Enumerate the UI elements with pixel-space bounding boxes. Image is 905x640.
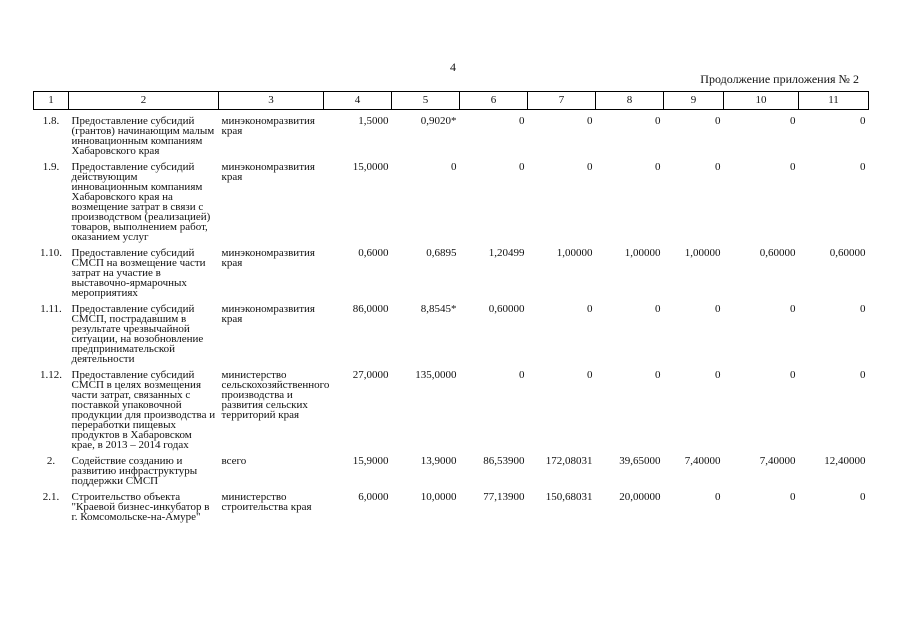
row-value: 135,0000: [415, 369, 457, 381]
row-value: 0: [860, 369, 866, 381]
row-value: 10,0000: [420, 491, 457, 503]
row-value: 0: [451, 161, 457, 173]
row-executor: минэкономразвития края: [221, 161, 315, 183]
row-value: 6,0000: [358, 491, 389, 503]
row-value: 1,20499: [488, 247, 525, 259]
row-executor: министерство строительства края: [221, 491, 312, 513]
row-name: Предоставление субсидий (грантов) начинающим малым инновационным компаниям Хабаровского края: [71, 115, 215, 157]
row-value: 13,9000: [420, 455, 457, 467]
appendix-table: [33, 91, 869, 522]
row-value: 0,60000: [488, 303, 525, 315]
table-row: [34, 156, 869, 242]
row-value: 8,8545*: [420, 303, 457, 315]
row-value: 0: [860, 161, 866, 173]
row-value: 0: [715, 369, 721, 381]
row-value: 0: [790, 369, 796, 381]
row-code: 2.1.: [42, 491, 60, 503]
page-number: 4: [450, 60, 456, 74]
column-header: 5: [392, 92, 460, 110]
column-header: 9: [664, 92, 724, 110]
row-code: 1.8.: [42, 115, 60, 127]
row-value: 0: [790, 161, 796, 173]
row-name: Строительство объекта "Краевой бизнес-инкубатор в г. Комсомольске-на-Амуре": [71, 491, 210, 523]
row-value: 15,0000: [352, 161, 389, 173]
row-value: 0: [587, 115, 593, 127]
row-name: Предоставление субсидий действующим инновационным компаниям Хабаровского края на возмещение затрат в связи с производством (реализацией) товаров, выполнением работ, оказанием услуг: [71, 161, 211, 243]
row-value: 0,9020*: [420, 115, 457, 127]
row-name: Предоставление субсидий СМСП на возмещение части затрат на участие в выставочно-ярмарочных мероприятиях: [71, 247, 206, 299]
row-value: 7,40000: [684, 455, 721, 467]
row-value: 0,6000: [358, 247, 389, 259]
row-code: 1.9.: [42, 161, 60, 173]
row-code: 1.12.: [40, 369, 62, 381]
row-value: 0: [655, 303, 661, 315]
row-value: 0: [587, 369, 593, 381]
row-value: 27,0000: [352, 369, 389, 381]
row-value: 0: [790, 491, 796, 503]
row-value: 0: [587, 303, 593, 315]
row-name: Предоставление субсидий СМСП в целях возмещения части затрат, связанных с поставкой упаковочной продукции для производства и переработки пищевых продуктов в Хабаровском крае, в 2013 – 2014 годах: [71, 369, 216, 451]
row-value: 0: [860, 115, 866, 127]
row-value: 86,0000: [352, 303, 389, 315]
column-header: 4: [324, 92, 392, 110]
row-value: 0: [790, 115, 796, 127]
row-executor: минэкономразвития края: [221, 303, 315, 325]
column-header: 1: [34, 92, 69, 110]
table-row: [34, 242, 869, 298]
column-header: 10: [724, 92, 799, 110]
row-value: 12,40000: [824, 455, 866, 467]
row-value: 15,9000: [352, 455, 389, 467]
table-row: [34, 450, 869, 486]
row-executor: минэкономразвития края: [221, 115, 315, 137]
row-code: 1.11.: [40, 303, 62, 315]
column-header: 6: [460, 92, 528, 110]
row-value: 0: [715, 491, 721, 503]
table-row: [34, 364, 869, 450]
row-code: 2.: [46, 455, 56, 467]
row-value: 172,08031: [545, 455, 593, 467]
row-value: 0: [860, 491, 866, 503]
row-name: Предоставление субсидий СМСП, пострадавшим в результате чрезвычайной ситуации, на возобновление предпринимательской деятельности: [71, 303, 204, 365]
column-header: 7: [528, 92, 596, 110]
row-value: 1,5000: [358, 115, 389, 127]
column-header: 8: [596, 92, 664, 110]
row-code: 1.10.: [40, 247, 62, 259]
row-value: 0: [715, 303, 721, 315]
row-executor: министерство сельскохозяйственного производства и развития сельских территорий края: [221, 369, 330, 421]
row-value: 0: [519, 115, 525, 127]
row-value: 1,00000: [556, 247, 593, 259]
table-row: [34, 298, 869, 364]
row-name: Содействие созданию и развитию инфраструктуры поддержки СМСП: [71, 455, 198, 487]
row-value: 0: [655, 369, 661, 381]
row-value: 77,13900: [483, 491, 525, 503]
row-value: 0: [715, 161, 721, 173]
column-header: 2: [69, 92, 219, 110]
row-value: 0,60000: [829, 247, 866, 259]
row-value: 0: [860, 303, 866, 315]
column-header: 3: [219, 92, 324, 110]
row-value: 150,68031: [545, 491, 593, 503]
row-value: 39,65000: [619, 455, 661, 467]
row-value: 7,40000: [759, 455, 796, 467]
row-value: 0: [790, 303, 796, 315]
row-value: 0: [519, 161, 525, 173]
table-row: [34, 486, 869, 522]
row-value: 0: [587, 161, 593, 173]
row-executor: минэкономразвития края: [221, 247, 315, 269]
row-executor: всего: [221, 455, 247, 467]
row-value: 0: [519, 369, 525, 381]
row-value: 0: [655, 115, 661, 127]
table-row: [34, 110, 869, 157]
row-value: 0,60000: [759, 247, 796, 259]
row-value: 0: [655, 161, 661, 173]
header-row: [34, 92, 869, 110]
row-value: 0: [715, 115, 721, 127]
row-value: 0,6895: [426, 247, 457, 259]
row-value: 86,53900: [483, 455, 525, 467]
row-value: 1,00000: [684, 247, 721, 259]
column-header: 11: [799, 92, 869, 110]
row-value: 20,00000: [619, 491, 661, 503]
continuation-note: Продолжение приложения № 2: [700, 72, 859, 86]
row-value: 1,00000: [624, 247, 661, 259]
